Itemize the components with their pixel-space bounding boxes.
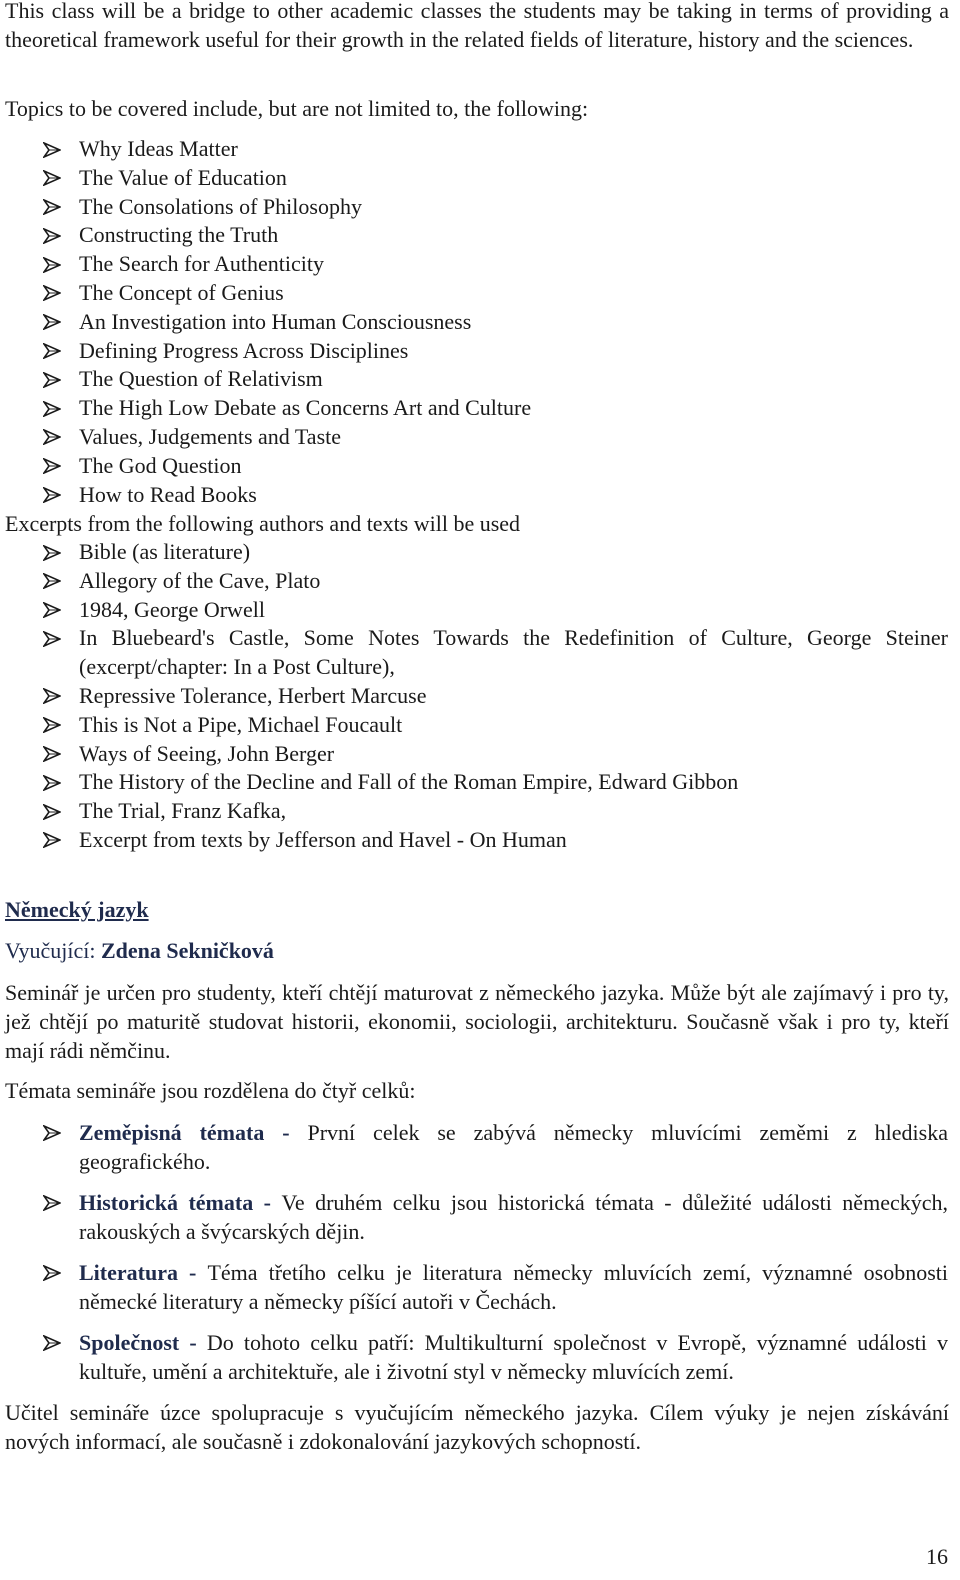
arrowhead-bullet-icon [43,308,65,337]
arrowhead-bullet-icon [43,481,65,510]
german-topic-heading: Literatura - [79,1260,208,1285]
arrowhead-bullet-icon [43,711,65,740]
list-item-text: An Investigation into Human Consciousness [79,308,472,334]
arrowhead-bullet-icon [43,538,65,567]
arrowhead-bullet-icon [43,596,65,625]
excerpts-lead: Excerpts from the following authors and texts will be used [5,511,521,536]
german-topic-item [0,1328,950,1386]
list-item-text: The Consolations of Philosophy [79,193,362,219]
arrowhead-bullet-icon [43,826,65,855]
arrowhead-bullet-icon [43,1118,65,1147]
list-item [0,768,950,797]
arrowhead-bullet-icon [43,452,65,481]
list-item-text: The History of the Decline and Fall of the Roman Empire, Edward Gibbon [79,769,739,795]
list-item-text: The High Low Debate as Concerns Art and Culture [79,395,532,421]
list-item [0,250,950,279]
german-topic-item [0,1188,950,1246]
list-item-text: In Bluebeard's Castle, Some Notes Towards the Redefinition of Culture, George Steiner (excerpt/chapter: In a Post Culture), [79,625,948,680]
list-item [0,740,950,769]
list-item-text: The Trial, Franz Kafka, [79,798,287,824]
list-item [0,452,950,481]
german-topics-list [0,1118,950,1386]
list-item [0,481,950,510]
list-item-text: Defining Progress Across Disciplines [79,337,409,363]
german-topic-text: Do tohoto celku patří: Multikulturní společnost v Evropě, významné události v kultuře, umění a architektuře, ale i životní styl v německy mluvících zemí. [79,1330,949,1384]
arrowhead-bullet-icon [43,365,65,394]
arrowhead-bullet-icon [43,1328,65,1357]
german-topic-heading: Zeměpisná témata - [79,1120,308,1145]
topics-lead: Topics to be covered include, but are not limited to, the following: [5,96,589,121]
list-item [0,711,950,740]
list-item-text: Allegory of the Cave, Plato [79,567,321,593]
list-item-text: Bible (as literature) [79,539,251,564]
german-topic-heading: Společnost - [79,1330,207,1355]
list-item [0,394,950,423]
list-item-text: The God Question [79,452,242,478]
list-item [0,221,950,250]
list-item [0,423,950,452]
list-item [0,538,950,567]
list-item [0,365,950,394]
german-topic-item [0,1258,950,1316]
list-item [0,279,950,308]
german-topic-text: První celek se zabývá německy mluvícími zeměmi z hlediska geografického. [79,1120,948,1174]
list-item-text: Excerpt from texts by Jefferson and Havel - On Human [79,826,567,852]
page-number: 16 [926,1544,948,1569]
arrowhead-bullet-icon [43,797,65,826]
list-item-text: 1984, George Orwell [79,596,265,622]
teacher-label: Vyučující: [5,938,101,963]
list-item-text: The Question of Relativism [79,366,323,392]
german-intro-paragraph: Seminář je určen pro studenty, kteří chtějí maturovat z německého jazyka. Může být ale zajímavý i pro ty, jež chtějí po maturitě studovat historii, ekonomii, sociologii, architekturu. Současně však i pro ty, kteří mají rádi němčinu. [5,980,949,1063]
list-item [0,826,950,855]
german-topic-item [0,1118,950,1176]
teacher-line [5,936,274,965]
excerpts-list [0,538,950,855]
list-item [0,135,950,164]
list-item [0,308,950,337]
german-topic-text: Ve druhém celku jsou historická témata - důležité události německých, rakouských a švýcarských dějin. [79,1190,948,1244]
section-title-german: Německý jazyk [5,897,149,922]
arrowhead-bullet-icon [43,1258,65,1287]
arrowhead-bullet-icon [43,1188,65,1217]
list-item [0,193,950,222]
arrowhead-bullet-icon [43,423,65,452]
arrowhead-bullet-icon [43,394,65,423]
list-item-text: The Search for Authenticity [79,251,324,277]
list-item-text: Constructing the Truth [79,222,279,248]
arrowhead-bullet-icon [43,135,65,164]
arrowhead-bullet-icon [43,221,65,250]
list-item-text: This is Not a Pipe, Michael Foucault [79,711,403,737]
arrowhead-bullet-icon [43,740,65,769]
german-topic-heading: Historická témata - [79,1190,282,1215]
arrowhead-bullet-icon [43,279,65,308]
arrowhead-bullet-icon [43,193,65,222]
list-item [0,164,950,193]
arrowhead-bullet-icon [43,250,65,279]
arrowhead-bullet-icon [43,624,65,653]
german-topic-text: Téma třetího celku je literatura německy mluvících zemí, významné osobnosti německé literatury a německy píšící autoři v Čechách. [79,1260,948,1314]
arrowhead-bullet-icon [43,164,65,193]
teacher-name: Zdena Sekničková [100,938,274,963]
list-item-text: The Concept of Genius [79,279,284,305]
list-item [0,797,950,826]
list-item [0,337,950,366]
german-topics-lead: Témata semináře jsou rozdělena do čtyř celků: [5,1078,416,1103]
list-item [0,567,950,596]
list-item [0,682,950,711]
topics-list [0,135,950,509]
arrowhead-bullet-icon [43,682,65,711]
closing-paragraph: Učitel semináře úzce spolupracuje s vyučujícím německého jazyka. Cílem výuky je nejen získávání nových informací, ale současně i zdokonalování jazykových schopností. [5,1400,949,1454]
list-item-text: Ways of Seeing, John Berger [79,740,335,766]
arrowhead-bullet-icon [43,567,65,596]
list-item [0,624,950,682]
list-item-text: Why Ideas Matter [79,136,238,161]
intro-paragraph: This class will be a bridge to other academic classes the students may be taking in terms of providing a theoretical framework useful for their growth in the related fields of literature, history and the sciences. [5,0,949,52]
list-item-text: Repressive Tolerance, Herbert Marcuse [79,682,427,708]
arrowhead-bullet-icon [43,768,65,797]
list-item [0,596,950,625]
list-item-text: How to Read Books [79,481,257,507]
list-item-text: The Value of Education [79,164,287,190]
list-item-text: Values, Judgements and Taste [79,423,342,449]
arrowhead-bullet-icon [43,337,65,366]
